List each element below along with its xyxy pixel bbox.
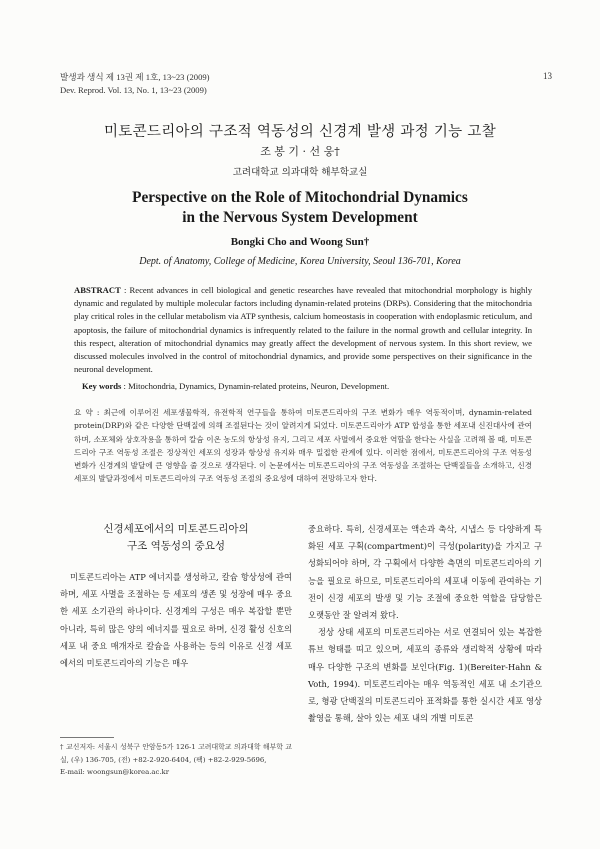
corresponding-author-footnote	[60, 741, 292, 779]
english-affiliation: Dept. of Anatomy, College of Medicine, Korea University, Seoul 136-701, Korea	[139, 256, 461, 267]
abstract-label: ABSTRACT	[74, 285, 121, 295]
keywords-text: : Mitochondria, Dynamics, Dynamin-related proteins, Neuron, Development.	[121, 381, 390, 391]
keywords-label: Key words	[82, 381, 122, 391]
korean-authors: 조 봉 기 · 선 웅†	[260, 145, 340, 158]
abstract-text: : Recent advances in cell biological and genetic researches have revealed that mitochondrial morphology is highly dynamic and regulated by multiple molecular factors including dynamin-related proteins (DRPs). Considering that the mitochondria play critical roles in the cellular metabolism via ATP synthesis, calcium homeostasis in cooperation with endoplasmic reticulum, and apoptosis, the failure of mitochondrial dynamics is infrequently related to the failure in the normal growth and cellular integrity. In this respect, alteration of mitochondrial dynamics may greatly affect the development of nervous system. In this short review, we discussed molecules involved in the control of mitochondrial dynamics, and provide some perspectives on their significance in the neuronal development.	[74, 285, 532, 375]
english-title	[0, 188, 600, 228]
body-paragraph-right-2: 정상 상태 세포의 미토콘드리아는 서로 연결되어 있는 복잡한 튜브 형태를 띠고 있으며, 세포의 종류와 생리학적 상황에 따라 매우 다양한 구조의 변화를 보인다(Fig. 1)(Bereiter-Hahn & Voth, 1994). 미토콘드리아는 매우 역동적인 세포 내 소기관으로, 형광 단백질의 미토콘드리아 표적화를 통한 실시간 세포 영상 촬영을 통해, 살아 있는 세포 내의 개별 미토콘	[308, 627, 542, 724]
header-english-citation: Dev. Reprod. Vol. 13, No. 1, 13~23 (2009)	[60, 85, 207, 95]
section-heading	[60, 521, 292, 555]
footnote-address: † 교신저자: 서울시 성북구 안암동5가 126-1 고려대학교 의과대학 해부학 교실, (우) 136-705, (전) +82-2-920-6404, (팩) +82-2-929-5696,	[60, 743, 292, 764]
right-column	[308, 521, 542, 727]
english-title-line2: in the Nervous System Development	[182, 209, 418, 226]
section-heading-line1: 신경세포에서의 미토콘드리아의	[103, 523, 249, 535]
english-authors: Bongki Cho and Woong Sun†	[230, 236, 370, 248]
header-korean-citation: 발생과 생식 제 13권 제 1호, 13~23 (2009)	[60, 72, 210, 82]
korean-abstract: 요 약 : 최근에 이루어진 세포생물학적, 유전학적 연구들을 통하여 미토콘드리아의 구조 변화가 매우 역동적이며, dynamin-related protein(DRP)와 같은 다양한 단백질에 의해 조절된다는 것이 알려지게 되었다. 미토콘드리아가 ATP 합성을 통한 세포내 신진대사에 관여하며, 소포체와 상호작용을 통하여 칼슘 이온 농도의 항상성 유지, 그리고 세포 사멸에서 중요한 역할을 한다는 사실을 고려해 볼 때, 미토콘드리아 구조 역동성 조절은 정상적인 세포의 성장과 항상성 유지와 매우 밀접한 관계에 있다. 이러한 점에서, 미토콘드리아의 구조 역동성 변화가 신경계의 발달에 큰 영향을 줄 것으로 생각된다. 이 논문에서는 미토콘드리아의 구조 역동성을 조절하는 단백질들을 소개하고, 신경세포의 발달과정에서 미토콘드리아의 구조 역동성 조절의 중요성에 대하여 전망하고자 한다.	[74, 408, 532, 484]
keywords	[82, 381, 389, 391]
left-column	[60, 521, 292, 672]
korean-title: 미토콘드리아의 구조적 역동성의 신경계 발생 과정 기능 고찰	[103, 124, 497, 140]
abstract	[74, 284, 532, 376]
english-title-line1: Perspective on the Role of Mitochondrial Dynamics	[132, 189, 468, 206]
korean-affiliation: 고려대학교 의과대학 해부학교실	[232, 167, 368, 178]
footnote-email: E-mail: woongsun@korea.ac.kr	[60, 768, 170, 776]
page-number: 13	[543, 71, 552, 81]
footnote-rule	[60, 737, 114, 738]
section-heading-line2: 구조 역동성의 중요성	[127, 540, 225, 552]
body-paragraph-right-1: 중요하다. 특히, 신경세포는 액손과 축삭, 시냅스 등 다양하게 특화된 세포 구획(compartment)이 극성(polarity)을 가지고 구성화되어야 하며, 각 구획에서 다양한 측면의 미토콘드리아의 기능을 필요로 하므로, 미토콘드리아의 세포내 이동에 관여하는 기전이 신경 세포의 발생 및 기능 조절에 중요한 역할을 담당함은 오랫동안 잘 알려져 왔다.	[308, 524, 542, 621]
running-header	[60, 71, 210, 97]
body-paragraph-left: 미토콘드리아는 ATP 에너지를 생성하고, 칼슘 항상성에 관여하며, 세포 사멸을 조절하는 등 세포의 생존 및 성장에 매우 중요한 세포 소기관의 하나이다. 신경계의 구성은 매우 복잡할 뿐만 아니라, 특히 많은 양의 에너지를 필요로 하며, 신경 활성 신호의 세포 내 중요 매개자로 칼슘을 사용하는 등의 이유로 신경 세포에서의 미토콘드리아의 기능은 매우	[60, 572, 292, 669]
